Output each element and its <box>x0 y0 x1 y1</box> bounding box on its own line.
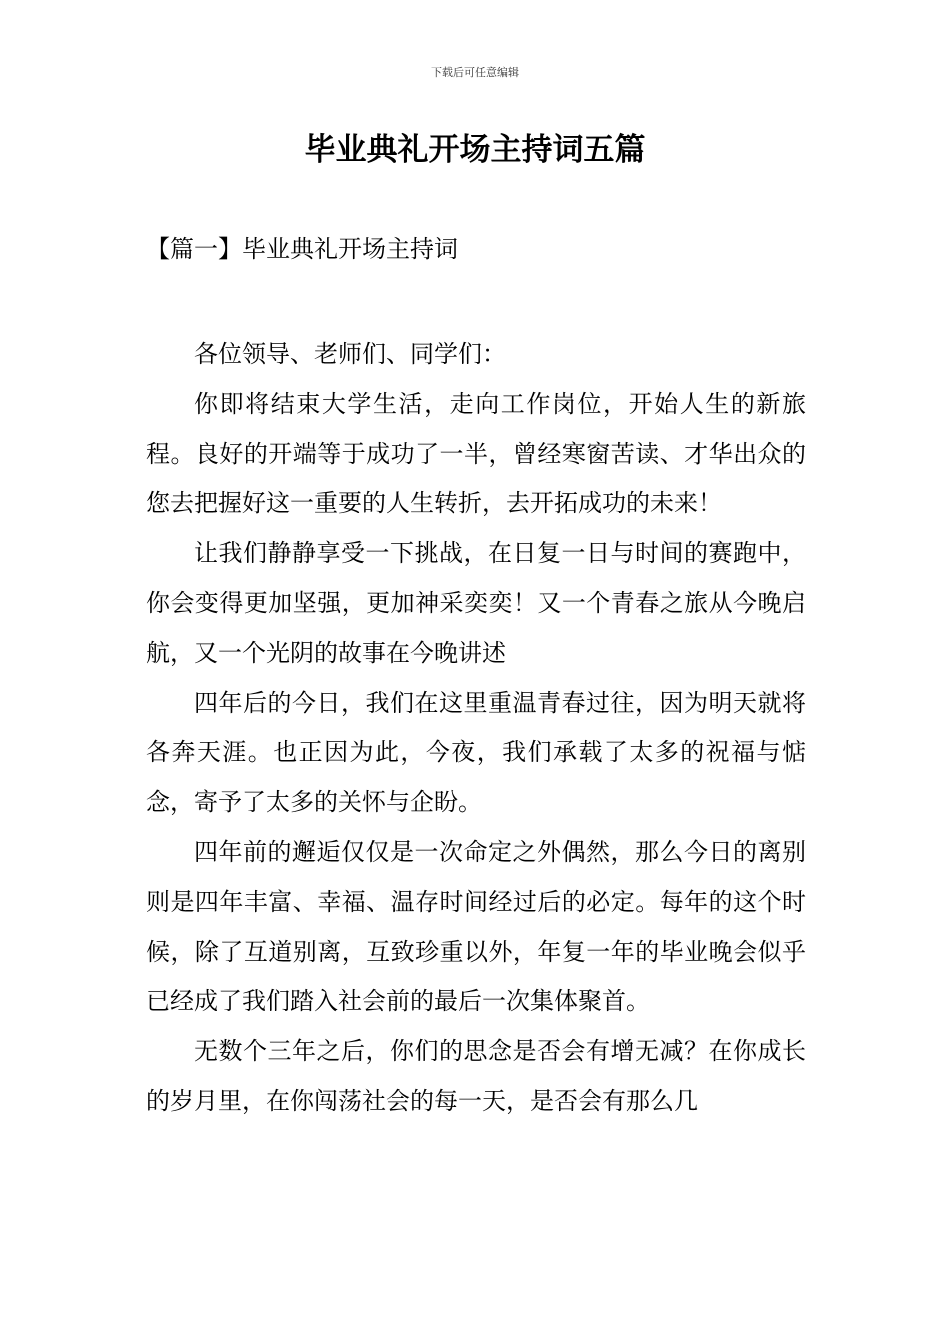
document-body <box>146 330 806 1127</box>
section-heading: 【篇一】毕业典礼开场主持词 <box>146 235 458 263</box>
paragraph: 四年前的邂逅仅仅是一次命定之外偶然，那么今日的离别则是四年丰富、幸福、温存时间经过后的必定。每年的这个时候，除了互道别离，互致珍重以外，年复一年的毕业晚会似乎已经成了我们踏入社会前的最后一次集体聚首。 <box>146 837 806 1016</box>
header-note: 下载后可任意编辑 <box>431 66 519 79</box>
paragraph: 你即将结束大学生活，走向工作岗位，开始人生的新旅程。良好的开端等于成功了一半，曾经寒窗苦读、才华出众的您去把握好这一重要的人生转折，去开拓成功的未来！ <box>146 389 806 518</box>
paragraph: 无数个三年之后，你们的思念是否会有增无减？在你成长的岁月里，在你闯荡社会的每一天，是否会有那么几 <box>146 1037 806 1115</box>
document-title: 毕业典礼开场主持词五篇 <box>304 132 646 168</box>
paragraph-salutation: 各位领导、老师们、同学们： <box>194 340 506 368</box>
paragraph: 让我们静静享受一下挑战，在日复一日与时间的赛跑中，你会变得更加坚强，更加神采奕奕！又一个青春之旅从今晚启航，又一个光阴的故事在今晚讲述 <box>146 539 806 667</box>
paragraph: 四年后的今日，我们在这里重温青春过往，因为明天就将各奔天涯。也正因为此，今夜，我们承载了太多的祝福与惦念，寄予了太多的关怀与企盼。 <box>146 688 806 817</box>
